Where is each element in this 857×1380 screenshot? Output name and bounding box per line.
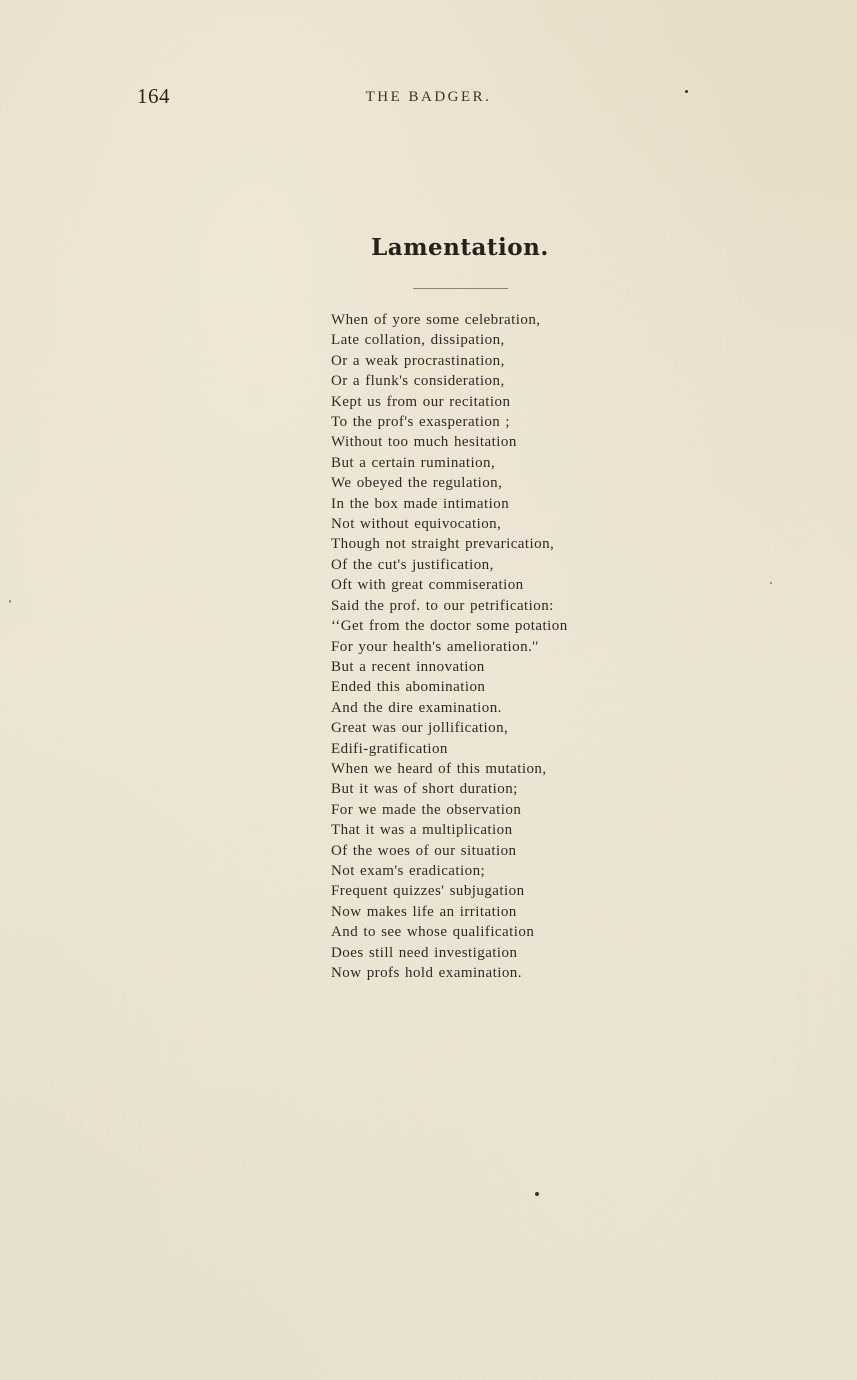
paper-speck <box>770 582 772 584</box>
poem-line: Said the prof. to our petrification: <box>331 597 554 614</box>
paper-speck <box>685 90 688 93</box>
paper-speck <box>9 600 11 603</box>
poem-line: Not exam's eradication; <box>331 862 486 879</box>
poem-line: Oft with great commiseration <box>331 577 524 594</box>
poem-line: For your health's amelioration.'' <box>331 638 539 655</box>
poem-line: In the box made intimation <box>331 495 510 512</box>
poem-line: Does still need investigation <box>331 944 518 961</box>
poem-line: ‘‘Get from the doctor some potation <box>331 618 568 635</box>
page-number: 164 <box>137 84 170 108</box>
poem-line: Edifi-gratification <box>331 740 448 757</box>
poem-line: Late collation, dissipation, <box>331 332 505 349</box>
poem-line: When we heard of this mutation, <box>331 760 547 777</box>
poem-line: Of the woes of our situation <box>331 842 517 859</box>
poem-line: Not without equivocation, <box>331 516 502 533</box>
poem-line: Frequent quizzes' subjugation <box>331 883 525 900</box>
poem-line: Great was our jollification, <box>331 720 509 737</box>
poem-line: And the dire examination. <box>331 699 502 716</box>
poem-line: Or a weak procrastination, <box>331 352 505 369</box>
poem-line: We obeyed the regulation, <box>331 475 503 492</box>
poem-body <box>331 310 568 983</box>
poem-title: Lamentation. <box>371 234 549 261</box>
poem-line: But a certain rumination, <box>331 454 496 471</box>
poem-line: Now makes life an irritation <box>331 903 517 920</box>
poem-line: But a recent innovation <box>331 658 485 675</box>
title-divider <box>413 288 508 289</box>
poem-line: Without too much hesitation <box>331 434 517 451</box>
poem-line: For we made the observation <box>331 801 522 818</box>
poem-line: Now profs hold examination. <box>331 965 522 981</box>
poem-line: And to see whose qualification <box>331 924 535 941</box>
poem-line: Ended this abomination <box>331 679 486 696</box>
poem-line: But it was of short duration; <box>331 781 518 798</box>
poem-line: Or a flunk's consideration, <box>331 373 505 390</box>
poem-line: To the prof's exasperation ; <box>331 414 511 431</box>
poem-line: Kept us from our recitation <box>331 393 511 410</box>
poem-line: Though not straight prevarication, <box>331 536 555 553</box>
poem-line: Of the cut's justification, <box>331 556 494 573</box>
poem-line: When of yore some celebration, <box>331 312 541 328</box>
running-head: THE BADGER. <box>365 89 492 105</box>
paper-speck <box>535 1192 539 1196</box>
poem-line: That it was a multiplication <box>331 822 513 839</box>
